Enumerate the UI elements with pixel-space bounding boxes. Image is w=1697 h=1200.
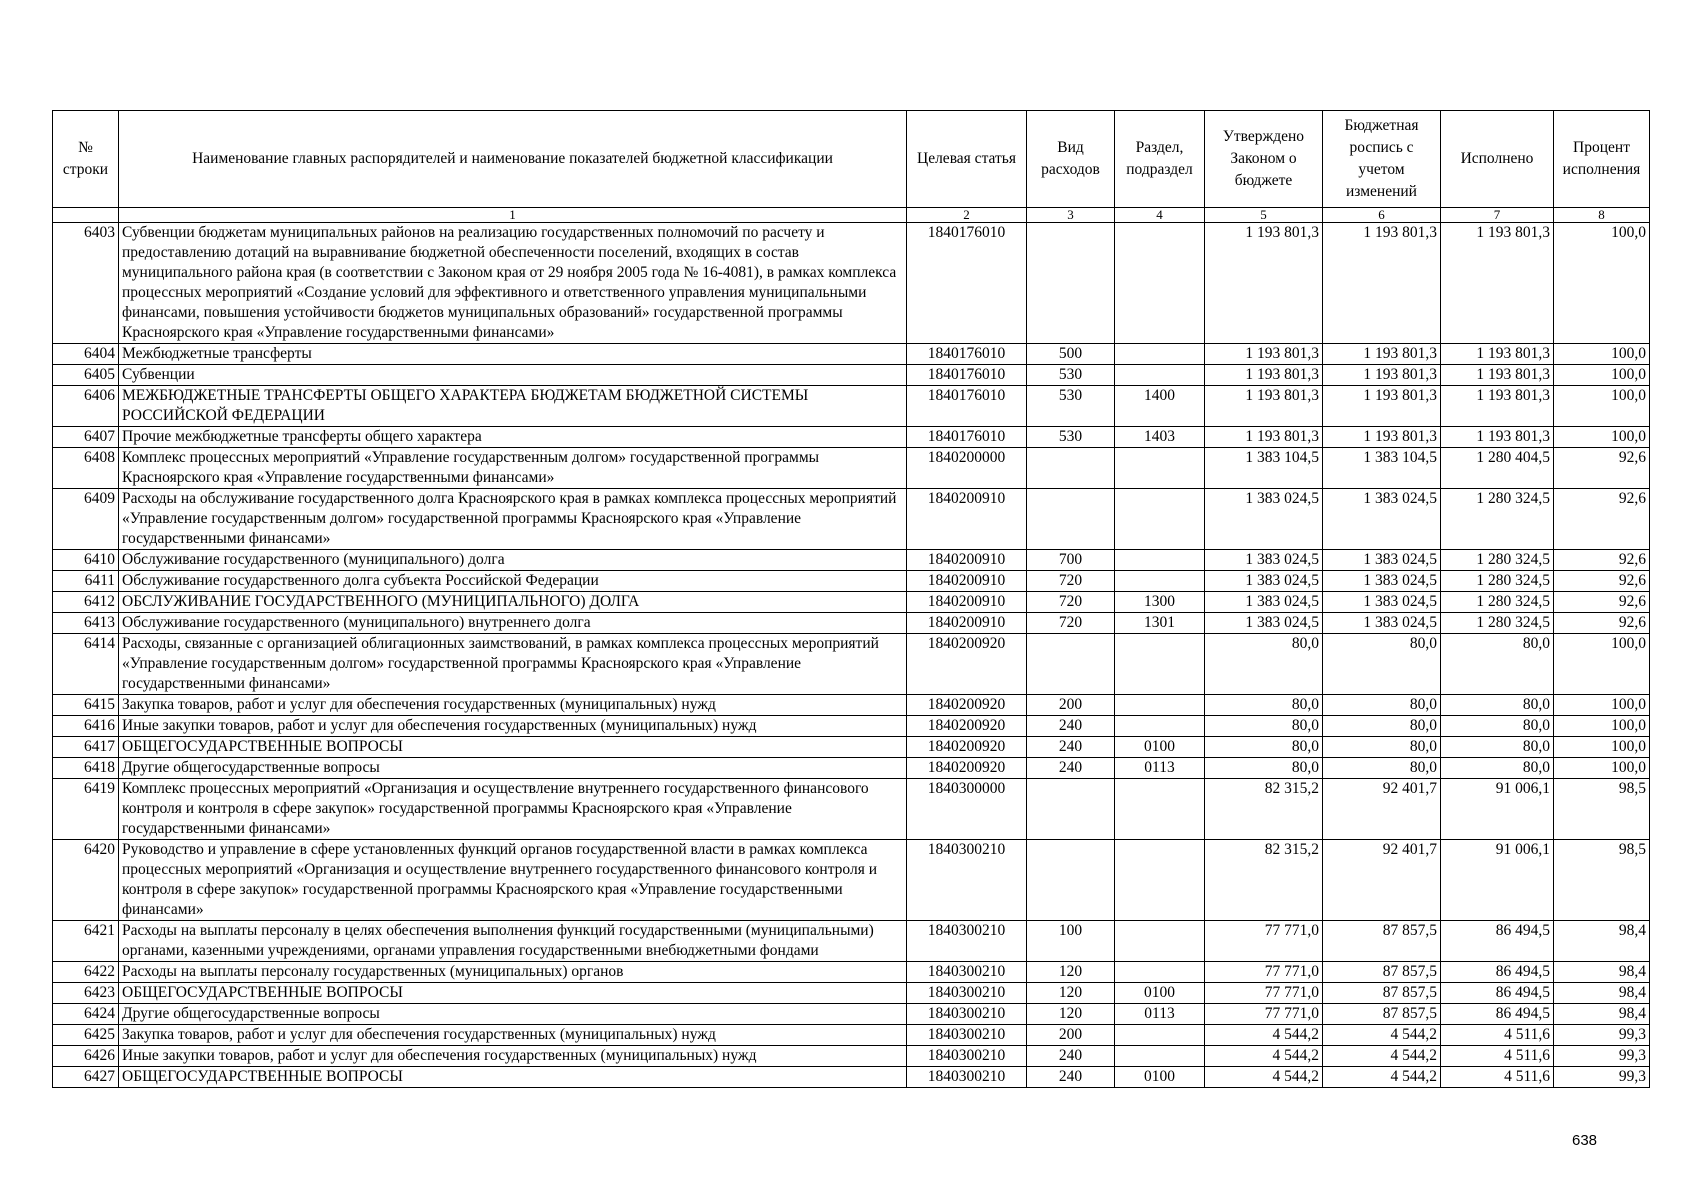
- row-executed: 91 006,1: [1441, 840, 1554, 921]
- row-target-code: 1840176010: [907, 365, 1027, 386]
- row-section: [1115, 1025, 1205, 1046]
- row-executed: 1 193 801,3: [1441, 223, 1554, 344]
- row-percent: 98,4: [1554, 1004, 1650, 1025]
- row-expense-type: 720: [1027, 613, 1115, 634]
- table-row: [53, 1067, 1650, 1088]
- row-schedule: 87 857,5: [1323, 1004, 1441, 1025]
- row-number: 6412: [53, 592, 119, 613]
- row-target-code: 1840200910: [907, 550, 1027, 571]
- row-target-code: 1840200920: [907, 695, 1027, 716]
- row-percent: 100,0: [1554, 716, 1650, 737]
- row-name: Закупка товаров, работ и услуг для обеспечения государственных (муниципальных) нужд: [119, 1025, 907, 1046]
- row-number: 6413: [53, 613, 119, 634]
- header-section: Раздел, подраздел: [1115, 111, 1205, 208]
- row-schedule: 1 193 801,3: [1323, 344, 1441, 365]
- row-name: Иные закупки товаров, работ и услуг для обеспечения государственных (муниципальных) нужд: [119, 716, 907, 737]
- row-expense-type: 530: [1027, 386, 1115, 427]
- row-section: 1300: [1115, 592, 1205, 613]
- row-schedule: 4 544,2: [1323, 1046, 1441, 1067]
- row-number: 6423: [53, 983, 119, 1004]
- row-percent: 98,4: [1554, 983, 1650, 1004]
- row-percent: 99,3: [1554, 1046, 1650, 1067]
- row-section: 0100: [1115, 983, 1205, 1004]
- table-row: [53, 779, 1650, 840]
- row-executed: 1 193 801,3: [1441, 365, 1554, 386]
- row-expense-type: [1027, 634, 1115, 695]
- row-target-code: 1840176010: [907, 344, 1027, 365]
- row-name: Субвенции бюджетам муниципальных районов на реализацию государственных полномочий по расчету и предоставлению дотаций на выравнивание бюджетной обеспеченности поселений, входящих в состав муниципального района края (в соответствии с Законом края от 29 ноября 2005 года № 16-4081), в рамках комплекса процессных мероприятий «Создание условий для эффективного и ответственного управления муниципальными финансами, повышения устойчивости бюджетов муниципальных образований» государственной программы Красноярского края «Управление государственными финансами»: [119, 223, 907, 344]
- row-section: [1115, 695, 1205, 716]
- table-row: [53, 921, 1650, 962]
- row-section: 1301: [1115, 613, 1205, 634]
- row-percent: 100,0: [1554, 695, 1650, 716]
- table-row: [53, 716, 1650, 737]
- row-expense-type: 240: [1027, 737, 1115, 758]
- row-approved: 1 383 024,5: [1205, 592, 1323, 613]
- row-schedule: 92 401,7: [1323, 779, 1441, 840]
- row-name: Расходы на обслуживание государственного долга Красноярского края в рамках комплекса процессных мероприятий «Управление государственным долгом» государственной программы Красноярского края «Управление государственными финансами»: [119, 489, 907, 550]
- row-executed: 86 494,5: [1441, 983, 1554, 1004]
- row-percent: 92,6: [1554, 613, 1650, 634]
- row-expense-type: 120: [1027, 1004, 1115, 1025]
- row-target-code: 1840300210: [907, 1004, 1027, 1025]
- row-schedule: 1 383 104,5: [1323, 448, 1441, 489]
- table-row: [53, 695, 1650, 716]
- row-approved: 80,0: [1205, 758, 1323, 779]
- row-target-code: 1840200910: [907, 489, 1027, 550]
- row-executed: 1 193 801,3: [1441, 427, 1554, 448]
- column-number: [53, 208, 119, 223]
- row-percent: 100,0: [1554, 737, 1650, 758]
- row-number: 6408: [53, 448, 119, 489]
- row-executed: 1 280 324,5: [1441, 489, 1554, 550]
- budget-table-container: [52, 110, 1649, 1088]
- header-executed: Исполнено: [1441, 111, 1554, 208]
- row-schedule: 1 193 801,3: [1323, 386, 1441, 427]
- row-expense-type: [1027, 489, 1115, 550]
- row-number: 6417: [53, 737, 119, 758]
- row-name: МЕЖБЮДЖЕТНЫЕ ТРАНСФЕРТЫ ОБЩЕГО ХАРАКТЕРА БЮДЖЕТАМ БЮДЖЕТНОЙ СИСТЕМЫ РОССИЙСКОЙ ФЕДЕРАЦИИ: [119, 386, 907, 427]
- row-percent: 92,6: [1554, 592, 1650, 613]
- header-name: Наименование главных распорядителей и наименование показателей бюджетной классификации: [119, 111, 907, 208]
- row-section: 0100: [1115, 1067, 1205, 1088]
- row-approved: 1 193 801,3: [1205, 386, 1323, 427]
- row-name: Расходы, связанные с организацией облигационных заимствований, в рамках комплекса процессных мероприятий «Управление государственным долгом» государственной программы Красноярского края «Управление государственными финансами»: [119, 634, 907, 695]
- row-number: 6406: [53, 386, 119, 427]
- row-target-code: 1840176010: [907, 386, 1027, 427]
- row-name: Обслуживание государственного (муниципального) долга: [119, 550, 907, 571]
- table-row: [53, 613, 1650, 634]
- row-percent: 92,6: [1554, 571, 1650, 592]
- row-approved: 82 315,2: [1205, 779, 1323, 840]
- row-number: 6422: [53, 962, 119, 983]
- row-approved: 4 544,2: [1205, 1067, 1323, 1088]
- column-number: 8: [1554, 208, 1650, 223]
- table-row: [53, 1004, 1650, 1025]
- row-percent: 100,0: [1554, 365, 1650, 386]
- table-row: [53, 448, 1650, 489]
- table-row: [53, 758, 1650, 779]
- row-expense-type: [1027, 840, 1115, 921]
- header-approved: Утверждено Законом о бюджете: [1205, 111, 1323, 208]
- row-approved: 82 315,2: [1205, 840, 1323, 921]
- row-target-code: 1840300210: [907, 1025, 1027, 1046]
- row-percent: 98,5: [1554, 840, 1650, 921]
- column-number: 6: [1323, 208, 1441, 223]
- row-executed: 1 280 324,5: [1441, 592, 1554, 613]
- row-number: 6426: [53, 1046, 119, 1067]
- row-target-code: 1840300210: [907, 983, 1027, 1004]
- row-executed: 80,0: [1441, 695, 1554, 716]
- row-approved: 80,0: [1205, 634, 1323, 695]
- row-executed: 86 494,5: [1441, 962, 1554, 983]
- row-number: 6403: [53, 223, 119, 344]
- table-row: [53, 983, 1650, 1004]
- row-number: 6414: [53, 634, 119, 695]
- column-number-row: [53, 208, 1650, 223]
- row-number: 6419: [53, 779, 119, 840]
- row-section: [1115, 1046, 1205, 1067]
- row-number: 6427: [53, 1067, 119, 1088]
- row-expense-type: 500: [1027, 344, 1115, 365]
- row-percent: 92,6: [1554, 489, 1650, 550]
- column-number: 2: [907, 208, 1027, 223]
- row-approved: 1 383 024,5: [1205, 489, 1323, 550]
- header-schedule: Бюджетная роспись с учетом изменений: [1323, 111, 1441, 208]
- row-target-code: 1840300210: [907, 962, 1027, 983]
- row-schedule: 4 544,2: [1323, 1067, 1441, 1088]
- row-name: Межбюджетные трансферты: [119, 344, 907, 365]
- row-section: [1115, 223, 1205, 344]
- row-approved: 1 383 024,5: [1205, 571, 1323, 592]
- row-expense-type: 720: [1027, 592, 1115, 613]
- row-section: [1115, 550, 1205, 571]
- row-number: 6409: [53, 489, 119, 550]
- row-schedule: 4 544,2: [1323, 1025, 1441, 1046]
- row-name: Закупка товаров, работ и услуг для обеспечения государственных (муниципальных) нужд: [119, 695, 907, 716]
- row-expense-type: 240: [1027, 1067, 1115, 1088]
- row-schedule: 1 383 024,5: [1323, 613, 1441, 634]
- row-schedule: 80,0: [1323, 634, 1441, 695]
- header-target: Целевая статья: [907, 111, 1027, 208]
- row-approved: 1 383 024,5: [1205, 550, 1323, 571]
- row-executed: 80,0: [1441, 716, 1554, 737]
- row-number: 6420: [53, 840, 119, 921]
- row-executed: 80,0: [1441, 758, 1554, 779]
- row-approved: 80,0: [1205, 716, 1323, 737]
- row-approved: 4 544,2: [1205, 1046, 1323, 1067]
- row-expense-type: 530: [1027, 427, 1115, 448]
- row-expense-type: 120: [1027, 962, 1115, 983]
- row-schedule: 80,0: [1323, 737, 1441, 758]
- header-row-no: № строки: [53, 111, 119, 208]
- row-number: 6415: [53, 695, 119, 716]
- row-schedule: 87 857,5: [1323, 983, 1441, 1004]
- row-name: ОБЩЕГОСУДАРСТВЕННЫЕ ВОПРОСЫ: [119, 737, 907, 758]
- column-number: 4: [1115, 208, 1205, 223]
- row-target-code: 1840200920: [907, 737, 1027, 758]
- row-approved: 77 771,0: [1205, 962, 1323, 983]
- row-percent: 98,4: [1554, 962, 1650, 983]
- row-approved: 77 771,0: [1205, 921, 1323, 962]
- row-number: 6424: [53, 1004, 119, 1025]
- row-percent: 98,4: [1554, 921, 1650, 962]
- table-row: [53, 489, 1650, 550]
- table-row: [53, 737, 1650, 758]
- table-row: [53, 386, 1650, 427]
- row-expense-type: 240: [1027, 1046, 1115, 1067]
- row-schedule: 80,0: [1323, 758, 1441, 779]
- table-row: [53, 571, 1650, 592]
- row-target-code: 1840200910: [907, 613, 1027, 634]
- row-executed: 1 193 801,3: [1441, 344, 1554, 365]
- row-percent: 99,3: [1554, 1067, 1650, 1088]
- row-expense-type: 240: [1027, 716, 1115, 737]
- row-approved: 80,0: [1205, 695, 1323, 716]
- column-number: 1: [119, 208, 907, 223]
- row-schedule: 92 401,7: [1323, 840, 1441, 921]
- row-schedule: 1 383 024,5: [1323, 571, 1441, 592]
- budget-table: [52, 110, 1650, 1088]
- row-name: ОБЩЕГОСУДАРСТВЕННЫЕ ВОПРОСЫ: [119, 983, 907, 1004]
- row-expense-type: 100: [1027, 921, 1115, 962]
- row-target-code: 1840200920: [907, 634, 1027, 695]
- row-target-code: 1840200910: [907, 592, 1027, 613]
- row-approved: 80,0: [1205, 737, 1323, 758]
- row-executed: 86 494,5: [1441, 921, 1554, 962]
- row-executed: 1 280 324,5: [1441, 550, 1554, 571]
- row-section: [1115, 489, 1205, 550]
- row-approved: 77 771,0: [1205, 983, 1323, 1004]
- row-number: 6418: [53, 758, 119, 779]
- row-name: Прочие межбюджетные трансферты общего характера: [119, 427, 907, 448]
- row-name: Другие общегосударственные вопросы: [119, 1004, 907, 1025]
- row-name: Обслуживание государственного (муниципального) внутреннего долга: [119, 613, 907, 634]
- row-number: 6405: [53, 365, 119, 386]
- row-name: Расходы на выплаты персоналу государственных (муниципальных) органов: [119, 962, 907, 983]
- row-target-code: 1840200000: [907, 448, 1027, 489]
- header-percent: Процент исполнения: [1554, 111, 1650, 208]
- header-row: [53, 111, 1650, 208]
- row-executed: 80,0: [1441, 634, 1554, 695]
- row-name: Обслуживание государственного долга субъекта Российской Федерации: [119, 571, 907, 592]
- row-section: [1115, 840, 1205, 921]
- row-percent: 100,0: [1554, 634, 1650, 695]
- row-executed: 4 511,6: [1441, 1067, 1554, 1088]
- row-section: [1115, 962, 1205, 983]
- row-section: 1403: [1115, 427, 1205, 448]
- row-number: 6411: [53, 571, 119, 592]
- row-expense-type: 720: [1027, 571, 1115, 592]
- row-percent: 100,0: [1554, 758, 1650, 779]
- row-executed: 1 280 404,5: [1441, 448, 1554, 489]
- row-executed: 4 511,6: [1441, 1025, 1554, 1046]
- row-name: Расходы на выплаты персоналу в целях обеспечения выполнения функций государственными (муниципальными) органами, казенными учреждениями, органами управления государственными внебюджетными фондами: [119, 921, 907, 962]
- row-schedule: 1 193 801,3: [1323, 223, 1441, 344]
- row-executed: 1 280 324,5: [1441, 613, 1554, 634]
- column-number: 7: [1441, 208, 1554, 223]
- table-row: [53, 344, 1650, 365]
- row-section: [1115, 344, 1205, 365]
- row-schedule: 87 857,5: [1323, 962, 1441, 983]
- row-section: [1115, 779, 1205, 840]
- row-target-code: 1840200910: [907, 571, 1027, 592]
- budget-table-body: [53, 223, 1650, 1088]
- table-row: [53, 634, 1650, 695]
- row-name: Комплекс процессных мероприятий «Организация и осуществление внутреннего государственного финансового контроля и контроля в сфере закупок» государственной программы Красноярского края «Управление государственными финансами»: [119, 779, 907, 840]
- row-number: 6410: [53, 550, 119, 571]
- row-expense-type: [1027, 779, 1115, 840]
- row-expense-type: 530: [1027, 365, 1115, 386]
- row-target-code: 1840200920: [907, 758, 1027, 779]
- table-row: [53, 592, 1650, 613]
- row-name: Субвенции: [119, 365, 907, 386]
- row-section: [1115, 365, 1205, 386]
- row-executed: 1 280 324,5: [1441, 571, 1554, 592]
- row-expense-type: 200: [1027, 1025, 1115, 1046]
- row-name: ОБЩЕГОСУДАРСТВЕННЫЕ ВОПРОСЫ: [119, 1067, 907, 1088]
- row-expense-type: 200: [1027, 695, 1115, 716]
- row-section: 1400: [1115, 386, 1205, 427]
- row-name: Другие общегосударственные вопросы: [119, 758, 907, 779]
- row-percent: 99,3: [1554, 1025, 1650, 1046]
- row-target-code: 1840300000: [907, 779, 1027, 840]
- row-target-code: 1840200920: [907, 716, 1027, 737]
- row-section: 0100: [1115, 737, 1205, 758]
- row-schedule: 1 383 024,5: [1323, 592, 1441, 613]
- row-schedule: 1 193 801,3: [1323, 427, 1441, 448]
- row-section: 0113: [1115, 758, 1205, 779]
- row-schedule: 87 857,5: [1323, 921, 1441, 962]
- row-percent: 100,0: [1554, 344, 1650, 365]
- table-row: [53, 550, 1650, 571]
- column-number: 3: [1027, 208, 1115, 223]
- table-row: [53, 223, 1650, 344]
- row-schedule: 1 193 801,3: [1323, 365, 1441, 386]
- row-expense-type: [1027, 448, 1115, 489]
- row-target-code: 1840176010: [907, 427, 1027, 448]
- row-number: 6421: [53, 921, 119, 962]
- row-approved: 1 193 801,3: [1205, 344, 1323, 365]
- row-approved: 4 544,2: [1205, 1025, 1323, 1046]
- row-percent: 92,6: [1554, 550, 1650, 571]
- row-expense-type: 700: [1027, 550, 1115, 571]
- row-name: ОБСЛУЖИВАНИЕ ГОСУДАРСТВЕННОГО (МУНИЦИПАЛЬНОГО) ДОЛГА: [119, 592, 907, 613]
- row-name: Руководство и управление в сфере установленных функций органов государственной власти в рамках комплекса процессных мероприятий «Организация и осуществление внутреннего государственного финансового контроля и контроля в сфере закупок» государственной программы Красноярского края «Управление государственными финансами»: [119, 840, 907, 921]
- row-number: 6407: [53, 427, 119, 448]
- row-target-code: 1840300210: [907, 840, 1027, 921]
- row-approved: 77 771,0: [1205, 1004, 1323, 1025]
- row-schedule: 80,0: [1323, 716, 1441, 737]
- table-row: [53, 840, 1650, 921]
- row-approved: 1 193 801,3: [1205, 365, 1323, 386]
- table-row: [53, 1046, 1650, 1067]
- row-expense-type: [1027, 223, 1115, 344]
- row-executed: 4 511,6: [1441, 1046, 1554, 1067]
- row-executed: 86 494,5: [1441, 1004, 1554, 1025]
- row-target-code: 1840300210: [907, 1067, 1027, 1088]
- row-schedule: 1 383 024,5: [1323, 489, 1441, 550]
- row-percent: 100,0: [1554, 223, 1650, 344]
- row-number: 6416: [53, 716, 119, 737]
- row-target-code: 1840300210: [907, 921, 1027, 962]
- row-section: [1115, 634, 1205, 695]
- row-percent: 92,6: [1554, 448, 1650, 489]
- row-target-code: 1840300210: [907, 1046, 1027, 1067]
- row-section: [1115, 571, 1205, 592]
- row-executed: 91 006,1: [1441, 779, 1554, 840]
- row-section: 0113: [1115, 1004, 1205, 1025]
- row-schedule: 80,0: [1323, 695, 1441, 716]
- page-number: 638: [1572, 1132, 1598, 1149]
- row-percent: 100,0: [1554, 427, 1650, 448]
- row-expense-type: 240: [1027, 758, 1115, 779]
- header-type: Вид расходов: [1027, 111, 1115, 208]
- column-number: 5: [1205, 208, 1323, 223]
- row-schedule: 1 383 024,5: [1323, 550, 1441, 571]
- row-expense-type: 120: [1027, 983, 1115, 1004]
- row-approved: 1 193 801,3: [1205, 427, 1323, 448]
- row-target-code: 1840176010: [907, 223, 1027, 344]
- row-name: Комплекс процессных мероприятий «Управление государственным долгом» государственной программы Красноярского края «Управление государственными финансами»: [119, 448, 907, 489]
- row-executed: 1 193 801,3: [1441, 386, 1554, 427]
- row-percent: 100,0: [1554, 386, 1650, 427]
- row-section: [1115, 921, 1205, 962]
- row-approved: 1 383 104,5: [1205, 448, 1323, 489]
- row-number: 6404: [53, 344, 119, 365]
- row-executed: 80,0: [1441, 737, 1554, 758]
- table-row: [53, 427, 1650, 448]
- row-name: Иные закупки товаров, работ и услуг для обеспечения государственных (муниципальных) нужд: [119, 1046, 907, 1067]
- row-section: [1115, 448, 1205, 489]
- table-row: [53, 365, 1650, 386]
- table-row: [53, 962, 1650, 983]
- row-number: 6425: [53, 1025, 119, 1046]
- table-row: [53, 1025, 1650, 1046]
- row-section: [1115, 716, 1205, 737]
- row-approved: 1 383 024,5: [1205, 613, 1323, 634]
- row-approved: 1 193 801,3: [1205, 223, 1323, 344]
- row-percent: 98,5: [1554, 779, 1650, 840]
